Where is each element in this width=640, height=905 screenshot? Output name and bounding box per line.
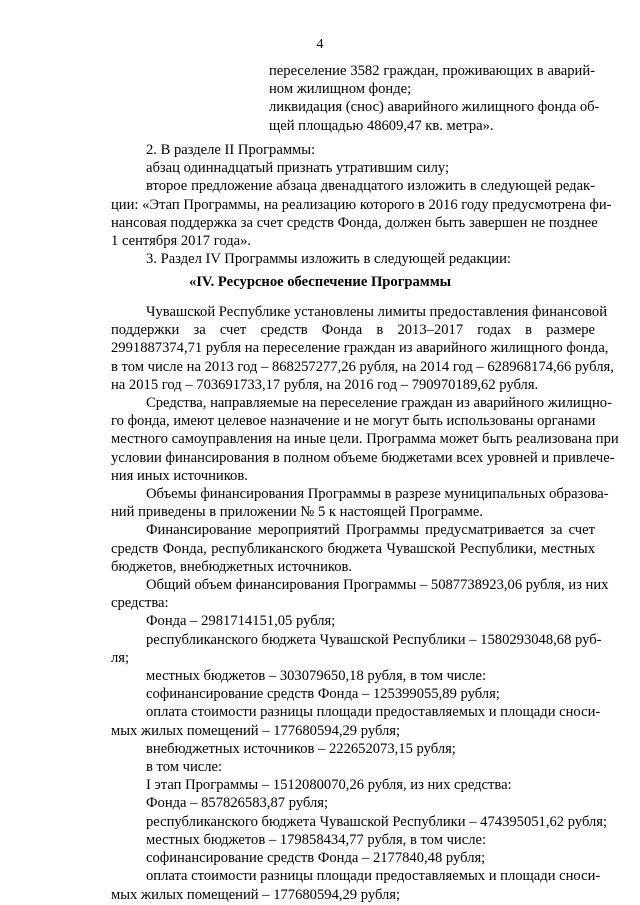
text-line: ции: «Этап Программы, на реализацию которого в 2016 году предусмотрена фи- — [111, 196, 612, 213]
text-line: 2991887374,71 рубля на переселение граждан из аварийного жилищного фонда, — [111, 340, 609, 357]
text-line: местных бюджетов – 303079650,18 рубля, в том числе: — [146, 668, 487, 685]
text-line: ля; — [111, 649, 130, 666]
text-line: внебюджетных источников – 222652073,15 рубля; — [146, 740, 456, 757]
text-line: ний приведены в приложении № 5 к настоящей Программе. — [111, 504, 483, 521]
section-4-body — [111, 303, 619, 904]
text-line: Чувашской Республике установлены лимиты предоставления финансовой — [146, 304, 608, 320]
text-line: Фонда – 2981714151,05 рубля; — [146, 613, 336, 630]
text-line: нансовая поддержка за счет средств Фонда, должен быть завершен не позднее — [111, 214, 598, 231]
text-line: на 2015 год – 703691733,17 рубля, на 2016 год – 790970189,62 рубля. — [111, 376, 539, 393]
text-line: средства: — [111, 595, 169, 612]
text-line: го фонда, имеют целевое назначение и не могут быть использованы органами — [111, 413, 596, 430]
page-number: 4 — [316, 37, 324, 52]
text-line: мых жилых помещений – 177680594,29 рубля; — [111, 886, 401, 903]
text-line: Средства, направляемые на переселение граждан из аварийного жилищно- — [146, 395, 612, 412]
text-line: Объемы финансирования Программы в разрезе муниципальных образова- — [146, 486, 609, 503]
text-line: поддержки за счет средств Фонда в 2013–2017 годах в размере — [111, 322, 595, 339]
text-line: республиканского бюджета Чувашской Республики – 1580293048,68 руб- — [146, 631, 602, 648]
section-heading: «IV. Ресурсное обеспечение Программы — [188, 274, 452, 290]
text-line: Общий объем финансирования Программы – 5087738923,06 рубля, из них — [146, 577, 609, 594]
text-line: ния иных источников. — [111, 467, 248, 484]
text-line: 1 сентября 2017 года». — [111, 233, 252, 250]
text-line: ном жилищном фонде; — [269, 81, 412, 98]
text-line: ликвидация (снос) аварийного жилищного фонда об- — [269, 99, 600, 116]
text-line: переселение 3582 граждан, проживающих в аварий- — [269, 63, 595, 79]
text-line: I этап Программы – 1512080070,26 рубля, из них средства: — [146, 777, 512, 794]
text-line: в том числе на 2013 год – 868257277,26 рубля, на 2014 год – 628968174,66 рубля, — [111, 358, 614, 375]
amendment-section-2 — [111, 141, 612, 268]
text-line: софинансирование средств Фонда – 2177840,48 рубля; — [146, 850, 486, 867]
quoted-continuation-block — [269, 62, 600, 135]
text-line: Финансирование мероприятий Программы предусматривается за счет — [146, 522, 595, 539]
text-line: оплата стоимости разницы площади предоставляемых и площади сноси- — [146, 868, 601, 885]
text-line: мых жилых помещений – 177680594,29 рубля; — [111, 722, 401, 739]
text-line: в том числе: — [146, 759, 223, 776]
text-line: Фонда – 857826583,87 рубля; — [146, 795, 329, 812]
text-line: республиканского бюджета Чувашской Республики – 474395051,62 рубля; — [146, 813, 608, 830]
text-line: средств Фонда, республиканского бюджета Чувашской Республики, местных — [111, 540, 595, 557]
text-line: условии финансирования в полном объеме бюджетами всех уровней и привлече- — [111, 449, 615, 466]
text-line: 2. В разделе II Программы: — [146, 142, 316, 158]
text-line: второе предложение абзаца двенадцатого изложить в следующей редак- — [146, 178, 595, 195]
text-line: абзац одиннадцатый признать утратившим силу; — [146, 160, 450, 177]
text-line: оплата стоимости разницы площади предоставляемых и площади сноси- — [146, 704, 601, 721]
text-line: местного самоуправления на иные цели. Программа может быть реализована при — [111, 431, 619, 448]
text-line: щей площадью 48609,47 кв. метра». — [269, 117, 494, 134]
text-line: софинансирование средств Фонда – 125399055,89 рубля; — [146, 686, 500, 703]
text-line: бюджетов, внебюджетных источников. — [111, 558, 353, 575]
text-line: местных бюджетов – 179858434,77 рубля, в том числе: — [146, 831, 487, 848]
text-line: 3. Раздел IV Программы изложить в следующей редакции: — [146, 251, 511, 268]
